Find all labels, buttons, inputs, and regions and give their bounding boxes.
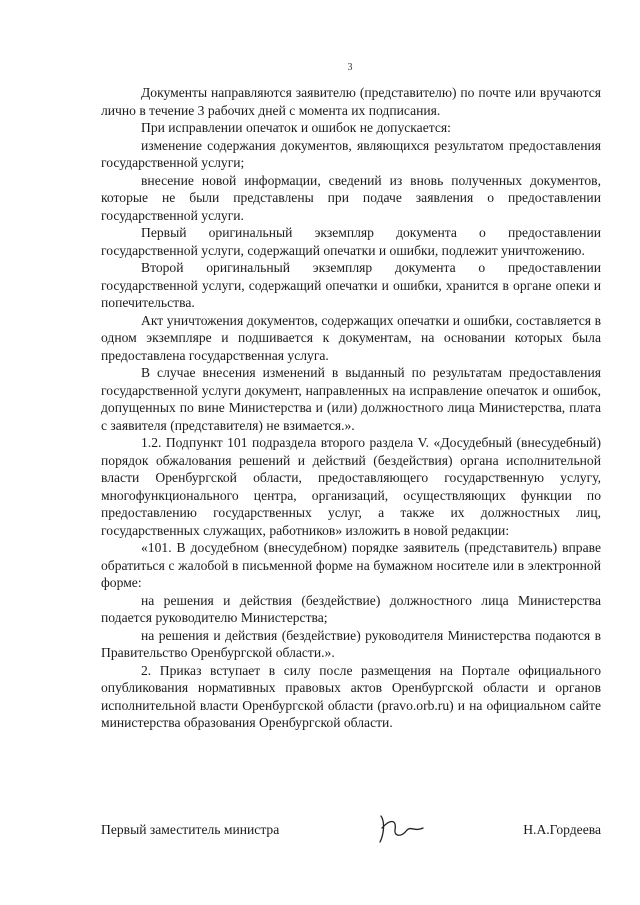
paragraph: изменение содержания документов, являющихся результатом предоставления государственной услуги;: [101, 137, 601, 170]
paragraph: Первый оригинальный экземпляр документа о предоставлении государственной услуги, содержащий опечатки и ошибки, подлежит уничтожению.: [101, 225, 601, 258]
paragraph: на решения и действия (бездействие) руководителя Министерства подаются в Правительство Оренбургской области.».: [101, 627, 601, 660]
paragraph: Документы направляются заявителю (представителю) по почте или вручаются лично в течение 3 рабочих дней с момента их подписания.: [101, 85, 601, 118]
paragraph: «101. В досудебном (внесудебном) порядке заявитель (представитель) вправе обратиться с жалобой в письменной форме на бумажном носителе или в электронной форме:: [101, 540, 601, 590]
paragraph: Акт уничтожения документов, содержащих опечатки и ошибки, составляется в одном экземпляре и подшивается к документам, на основании которых была предоставлена государственная услуга.: [101, 312, 601, 363]
document-body: [101, 84, 601, 732]
paragraph: внесение новой информации, сведений из вновь полученных документов, которые не были представлены при подаче заявления о предоставлении государственной услуги.: [101, 172, 601, 223]
paragraph: 2. Приказ вступает в силу после размещения на Портале официального опубликования нормативных правовых актов Оренбургской области и органов исполнительной власти Оренбургской области (pravo.orb.ru) и на официальном сайте министерства образования Оренбургской области.: [101, 662, 601, 730]
paragraph: 1.2. Подпункт 101 подраздела второго раздела V. «Досудебный (внесудебный) порядок обжалования решений и действий (бездействия) органа исполнительной власти Оренбургской области, предоставляющего государственную услугу, многофункционального центра, организаций, осуществляющих функции по предоставлению государственных услуг, а также их должностных лиц, государственных служащих, работников» изложить в новой редакции:: [101, 435, 601, 538]
signatory-title: Первый заместитель министра: [101, 822, 280, 837]
signatory-name: Н.А.Гордеева: [523, 822, 601, 837]
paragraph: В случае внесения изменений в выданный по результатам предоставления государственной услуги документ, направленных на исправление опечаток и ошибок, допущенных по вине Министерства и (или) должностного лица Министерства, плата с заявителя (представителя) не взимается.».: [101, 365, 601, 433]
handwritten-signature: [371, 808, 431, 848]
page-number: 3: [347, 62, 353, 73]
signature-block: [101, 822, 601, 852]
paragraph: на решения и действия (бездействие) должностного лица Министерства подается руководителю Министерства;: [101, 592, 601, 625]
paragraph: Второй оригинальный экземпляр документа о предоставлении государственной услуги, содержащий опечатки и ошибки, хранится в органе опеки и попечительства.: [101, 260, 601, 310]
paragraph: При исправлении опечаток и ошибок не допускается:: [141, 120, 451, 135]
